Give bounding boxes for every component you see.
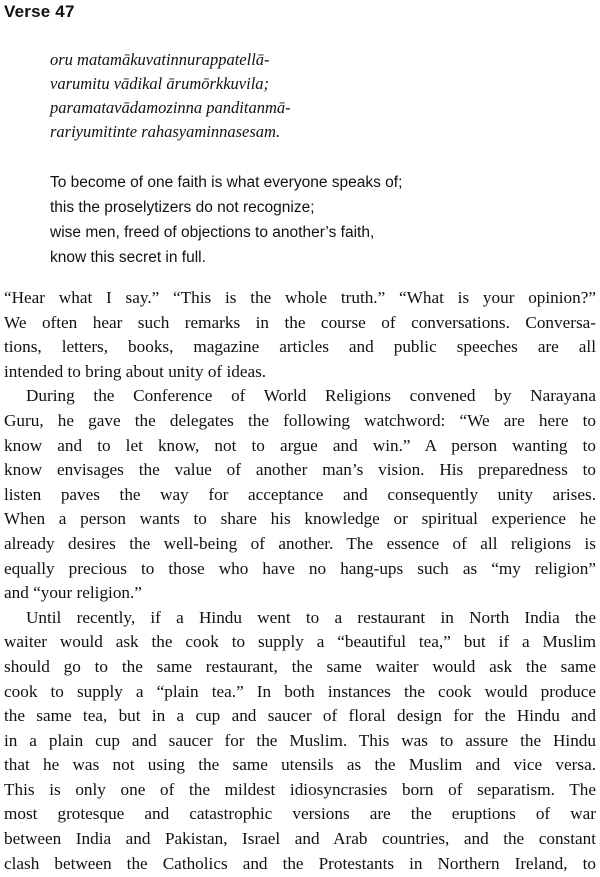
commentary-line: the same tea, but in a cup and saucer of floral design for the Hindu and [4, 706, 596, 726]
commentary-line: “Hear what I say.” “This is the whole truth.” “What is your opinion?” [4, 288, 596, 307]
commentary-line: and “your religion.” [4, 583, 142, 603]
verse-original-line: rariyumitinte rahasyaminnasesam. [50, 122, 281, 141]
verse-original-line: varumitu vādikal ārumōrkkuvila; [50, 74, 270, 93]
commentary-line: We often hear such remarks in the course of conversations. Conversa- [4, 312, 596, 332]
verse-translation [50, 170, 402, 270]
commentary-paragraph [4, 286, 596, 384]
commentary-line: equally precious to those who have no hang-ups such as “my religion” [4, 558, 596, 578]
commentary-line: Until recently, if a Hindu went to a restaurant in North India the [26, 607, 596, 627]
commentary-line: most grotesque and catastrophic versions are the eruptions of war [4, 804, 596, 824]
verse-original-line: paramatavādamozinna panditanmā- [50, 98, 291, 117]
commentary-line: between India and Pakistan, Israel and Arab countries, and the constant [4, 829, 596, 849]
verse-translation-line: wise men, freed of objections to another’s faith, [50, 224, 375, 241]
verse-heading: Verse 47 [4, 2, 75, 21]
commentary-paragraph [4, 384, 596, 605]
commentary-paragraph [4, 606, 596, 877]
commentary-line: This is only one of the mildest idiosyncrasies born of separatism. The [4, 779, 596, 799]
commentary-line: waiter would ask the cook to supply a “beautiful tea,” but if a Muslim [4, 632, 596, 652]
commentary-line: During the Conference of World Religions convened by Narayana [26, 386, 596, 406]
commentary-line: cook to supply a “plain tea.” In both instances the cook would produce [4, 681, 596, 701]
commentary-line: that he was not using the same utensils as the Muslim and vice versa. [4, 755, 596, 775]
verse-translation-line: this the proselytizers do not recognize; [50, 199, 315, 216]
commentary-line: When a person wants to share his knowledge or spiritual experience he [4, 509, 596, 529]
commentary-line: should go to the same restaurant, the same waiter would ask the same [4, 656, 596, 676]
commentary-line: tions, letters, books, magazine articles and public speeches are all [4, 337, 596, 357]
commentary-line: know envisages the value of another man’s vision. His preparedness to [4, 460, 596, 480]
commentary-line: clash between the Catholics and the Protestants in Northern Ireland, to [4, 853, 596, 873]
commentary-line: listen paves the way for acceptance and consequently unity arises. [4, 484, 596, 504]
verse-original-line: oru matamākuvatinnurappatellā- [50, 50, 270, 69]
commentary-line: know and to let know, not to argue and win.” A person wanting to [4, 435, 596, 455]
verse-translation-line: know this secret in full. [50, 249, 206, 266]
verse-original-text [50, 48, 291, 144]
commentary-line: Guru, he gave the delegates the following watchword: “We are here to [4, 410, 596, 430]
verse-translation-line: To become of one faith is what everyone speaks of; [50, 174, 403, 191]
commentary-line: in a plain cup and saucer for the Muslim. This was to assure the Hindu [4, 730, 596, 750]
commentary-line: intended to bring about unity of ideas. [4, 361, 267, 381]
commentary-line: already desires the well-being of another. The essence of all religions is [4, 533, 596, 553]
commentary [4, 286, 596, 876]
